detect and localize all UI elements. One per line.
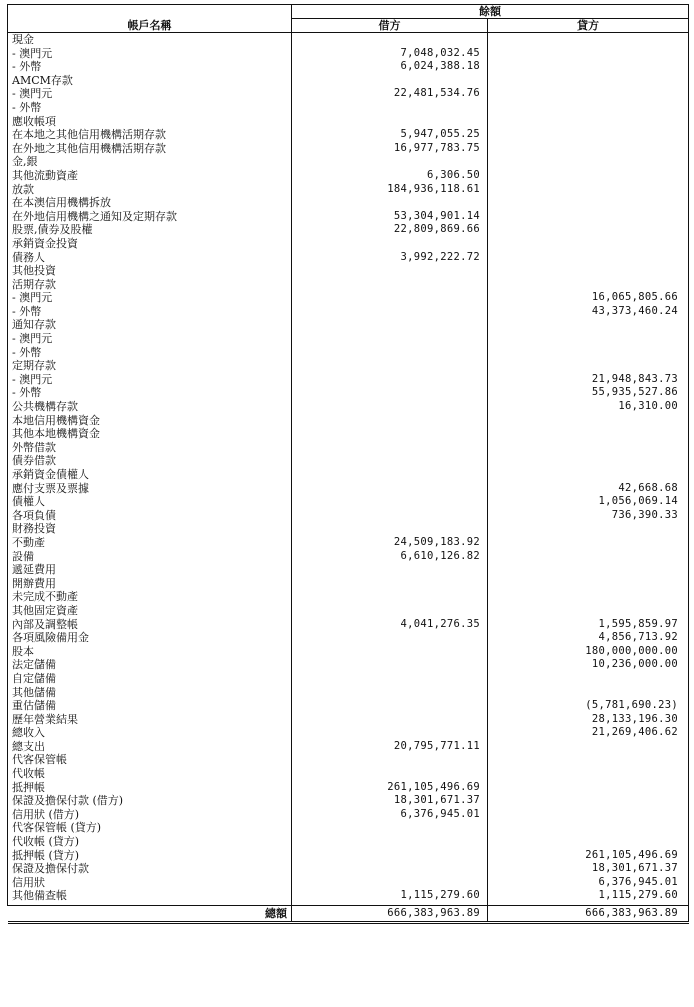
table-row [8, 414, 689, 428]
row-debit: 18,301,671.37 [292, 794, 488, 808]
table-row [8, 821, 689, 835]
table-row [8, 400, 689, 414]
table-row [8, 155, 689, 169]
row-debit [292, 522, 488, 536]
row-credit [488, 536, 689, 550]
row-name: 其他本地機構資金 [8, 427, 292, 441]
row-name: 放款 [8, 183, 292, 197]
table-row [8, 767, 689, 781]
table-row [8, 713, 689, 727]
row-name: 其他投資 [8, 264, 292, 278]
table-row [8, 291, 689, 305]
table-row [8, 74, 689, 88]
row-name: 應付支票及票據 [8, 482, 292, 496]
row-debit [292, 509, 488, 523]
row-name: 其他固定資產 [8, 604, 292, 618]
row-credit [488, 454, 689, 468]
table-row [8, 536, 689, 550]
table-row [8, 753, 689, 767]
row-name: 各項負債 [8, 509, 292, 523]
table-row [8, 196, 689, 210]
table-row [8, 346, 689, 360]
table-row [8, 658, 689, 672]
row-name: - 外幣 [8, 305, 292, 319]
table-row [8, 278, 689, 292]
total-label: 總額 [265, 907, 287, 920]
row-name: 本地信用機構資金 [8, 414, 292, 428]
table-row [8, 726, 689, 740]
row-credit: 18,301,671.37 [488, 862, 689, 876]
row-name: - 外幣 [8, 101, 292, 115]
row-credit [488, 359, 689, 373]
table-row [8, 223, 689, 237]
table-row [8, 101, 689, 115]
row-debit: 24,509,183.92 [292, 536, 488, 550]
row-credit [488, 183, 689, 197]
row-name: 抵押帳 [8, 781, 292, 795]
row-credit [488, 223, 689, 237]
table-row [8, 251, 689, 265]
total-debit: 666,383,963.89 [292, 906, 488, 923]
row-debit [292, 291, 488, 305]
row-name: 遞延費用 [8, 563, 292, 577]
row-debit [292, 672, 488, 686]
row-credit: 21,269,406.62 [488, 726, 689, 740]
table-row [8, 740, 689, 754]
table-row [8, 889, 689, 905]
row-name: 金,銀 [8, 155, 292, 169]
row-debit [292, 767, 488, 781]
row-credit: 43,373,460.24 [488, 305, 689, 319]
row-debit [292, 346, 488, 360]
table-row [8, 427, 689, 441]
row-name: 代收帳 (貸方) [8, 835, 292, 849]
row-debit [292, 454, 488, 468]
row-credit: 261,105,496.69 [488, 849, 689, 863]
row-name: 通知存款 [8, 318, 292, 332]
row-debit [292, 427, 488, 441]
table-row [8, 115, 689, 129]
row-name: 保證及擔保付款 [8, 862, 292, 876]
row-name: 各項風險備用金 [8, 631, 292, 645]
table-row [8, 876, 689, 890]
row-debit: 6,376,945.01 [292, 808, 488, 822]
row-debit [292, 590, 488, 604]
row-debit: 5,947,055.25 [292, 128, 488, 142]
row-name: 現金 [8, 33, 292, 47]
table-row [8, 550, 689, 564]
table-row [8, 237, 689, 251]
row-credit [488, 753, 689, 767]
table-row [8, 142, 689, 156]
table-row [8, 305, 689, 319]
header-account-name: 帳戶名稱 [8, 19, 292, 33]
row-debit [292, 577, 488, 591]
row-credit [488, 577, 689, 591]
row-debit: 6,306.50 [292, 169, 488, 183]
row-credit: 10,236,000.00 [488, 658, 689, 672]
row-credit [488, 672, 689, 686]
row-credit [488, 60, 689, 74]
row-name: 設備 [8, 550, 292, 564]
row-credit [488, 441, 689, 455]
row-credit: 1,595,859.97 [488, 618, 689, 632]
row-credit [488, 264, 689, 278]
row-debit [292, 645, 488, 659]
row-name: 其他儲備 [8, 686, 292, 700]
row-credit: 4,856,713.92 [488, 631, 689, 645]
row-debit [292, 278, 488, 292]
row-debit: 3,992,222.72 [292, 251, 488, 265]
row-name: - 澳門元 [8, 373, 292, 387]
trial-balance-table [7, 4, 689, 924]
table-row [8, 359, 689, 373]
row-name: AMCM存款 [8, 74, 292, 88]
row-credit [488, 251, 689, 265]
total-row [8, 906, 689, 923]
row-credit [488, 169, 689, 183]
row-name: - 澳門元 [8, 291, 292, 305]
row-debit [292, 876, 488, 890]
row-debit [292, 726, 488, 740]
row-debit [292, 604, 488, 618]
row-debit [292, 332, 488, 346]
row-debit [292, 386, 488, 400]
row-debit [292, 753, 488, 767]
row-credit: 42,668.68 [488, 482, 689, 496]
row-debit [292, 468, 488, 482]
row-credit [488, 767, 689, 781]
row-credit [488, 686, 689, 700]
row-credit: 1,115,279.60 [488, 889, 689, 905]
row-debit [292, 414, 488, 428]
row-credit [488, 196, 689, 210]
row-debit [292, 318, 488, 332]
row-name: 代收帳 [8, 767, 292, 781]
row-name: - 外幣 [8, 60, 292, 74]
row-debit [292, 713, 488, 727]
row-name: 債務人 [8, 251, 292, 265]
row-debit [292, 400, 488, 414]
row-name: 內部及調整帳 [8, 618, 292, 632]
row-name: 承銷資金債權人 [8, 468, 292, 482]
row-credit [488, 604, 689, 618]
table-row [8, 862, 689, 876]
row-credit [488, 33, 689, 47]
row-name: 總收入 [8, 726, 292, 740]
table-row [8, 672, 689, 686]
row-debit [292, 196, 488, 210]
row-debit [292, 699, 488, 713]
row-debit [292, 33, 488, 47]
table-row [8, 794, 689, 808]
table-row [8, 808, 689, 822]
row-debit [292, 563, 488, 577]
row-name: 總支出 [8, 740, 292, 754]
row-name: 未完成不動產 [8, 590, 292, 604]
row-name: 抵押帳 (貸方) [8, 849, 292, 863]
row-credit: 736,390.33 [488, 509, 689, 523]
table-row [8, 468, 689, 482]
row-debit: 1,115,279.60 [292, 889, 488, 905]
row-credit [488, 821, 689, 835]
row-credit: 1,056,069.14 [488, 495, 689, 509]
row-debit [292, 155, 488, 169]
row-debit [292, 305, 488, 319]
row-credit [488, 346, 689, 360]
row-credit: 6,376,945.01 [488, 876, 689, 890]
row-credit [488, 128, 689, 142]
row-name: - 澳門元 [8, 47, 292, 61]
row-name: 自定儲備 [8, 672, 292, 686]
row-name: - 外幣 [8, 386, 292, 400]
header-debit: 借方 [292, 19, 488, 33]
row-credit: 180,000,000.00 [488, 645, 689, 659]
row-credit: 55,935,527.86 [488, 386, 689, 400]
row-debit: 16,977,783.75 [292, 142, 488, 156]
row-name: 信用狀 (借方) [8, 808, 292, 822]
row-debit [292, 862, 488, 876]
row-credit [488, 414, 689, 428]
table-row [8, 441, 689, 455]
row-name: 債權人 [8, 495, 292, 509]
row-credit: 21,948,843.73 [488, 373, 689, 387]
row-name: 股本 [8, 645, 292, 659]
row-credit [488, 318, 689, 332]
table-row [8, 332, 689, 346]
table-row [8, 47, 689, 61]
row-name: 在本地之其他信用機構活期存款 [8, 128, 292, 142]
row-credit [488, 210, 689, 224]
table-row [8, 386, 689, 400]
row-debit: 261,105,496.69 [292, 781, 488, 795]
table-row [8, 183, 689, 197]
row-debit [292, 686, 488, 700]
row-credit [488, 142, 689, 156]
table-row [8, 590, 689, 604]
table-row [8, 563, 689, 577]
table-row [8, 482, 689, 496]
row-credit [488, 835, 689, 849]
row-credit [488, 101, 689, 115]
row-credit [488, 468, 689, 482]
row-credit: 16,310.00 [488, 400, 689, 414]
header-balance: 餘額 [292, 5, 689, 19]
row-debit: 22,809,869.66 [292, 223, 488, 237]
table-row [8, 604, 689, 618]
row-debit: 20,795,771.11 [292, 740, 488, 754]
row-name: 承銷資金投資 [8, 237, 292, 251]
row-debit: 184,936,118.61 [292, 183, 488, 197]
row-debit [292, 441, 488, 455]
row-name: 重估儲備 [8, 699, 292, 713]
table-row [8, 210, 689, 224]
row-credit [488, 47, 689, 61]
row-debit [292, 821, 488, 835]
row-name: 債券借款 [8, 454, 292, 468]
row-debit [292, 849, 488, 863]
row-name: 不動產 [8, 536, 292, 550]
row-credit [488, 590, 689, 604]
row-credit [488, 522, 689, 536]
table-row [8, 835, 689, 849]
row-name: 法定儲備 [8, 658, 292, 672]
row-debit [292, 373, 488, 387]
row-name: 在本澳信用機構拆放 [8, 196, 292, 210]
total-credit: 666,383,963.89 [488, 906, 689, 923]
row-credit [488, 87, 689, 101]
row-credit [488, 808, 689, 822]
row-credit [488, 278, 689, 292]
table-row [8, 60, 689, 74]
row-credit [488, 563, 689, 577]
table-row [8, 169, 689, 183]
header-spacer [8, 5, 292, 19]
row-name: 應收帳項 [8, 115, 292, 129]
header-credit: 貸方 [488, 19, 689, 33]
row-credit [488, 155, 689, 169]
table-row [8, 618, 689, 632]
row-credit [488, 237, 689, 251]
row-name: - 外幣 [8, 346, 292, 360]
row-name: 其他備查帳 [8, 889, 292, 905]
table-row [8, 645, 689, 659]
row-name: 代客保管帳 (貸方) [8, 821, 292, 835]
trial-balance-sheet [7, 4, 688, 924]
table-row [8, 373, 689, 387]
row-credit [488, 332, 689, 346]
row-debit: 4,041,276.35 [292, 618, 488, 632]
row-debit [292, 74, 488, 88]
row-credit [488, 427, 689, 441]
row-name: 在外地信用機構之通知及定期存款 [8, 210, 292, 224]
row-credit [488, 74, 689, 88]
table-row [8, 522, 689, 536]
table-row [8, 699, 689, 713]
row-debit [292, 835, 488, 849]
row-credit: 28,133,196.30 [488, 713, 689, 727]
row-name: 股票,債券及股權 [8, 223, 292, 237]
row-credit: 16,065,805.66 [488, 291, 689, 305]
account-rows [8, 33, 689, 906]
row-name: 公共機構存款 [8, 400, 292, 414]
table-row [8, 454, 689, 468]
table-row [8, 128, 689, 142]
row-debit: 6,024,388.18 [292, 60, 488, 74]
row-credit [488, 550, 689, 564]
row-credit [488, 740, 689, 754]
row-debit [292, 101, 488, 115]
table-row [8, 631, 689, 645]
table-row [8, 686, 689, 700]
table-row [8, 33, 689, 47]
row-name: 歷年營業結果 [8, 713, 292, 727]
table-row [8, 495, 689, 509]
table-row [8, 509, 689, 523]
row-debit: 22,481,534.76 [292, 87, 488, 101]
row-name: 開辦費用 [8, 577, 292, 591]
row-debit: 53,304,901.14 [292, 210, 488, 224]
row-debit [292, 631, 488, 645]
table-row [8, 577, 689, 591]
row-name: 代客保管帳 [8, 753, 292, 767]
row-name: 信用狀 [8, 876, 292, 890]
table-row [8, 264, 689, 278]
row-name: - 澳門元 [8, 332, 292, 346]
table-row [8, 318, 689, 332]
row-debit [292, 359, 488, 373]
row-name: 定期存款 [8, 359, 292, 373]
table-row [8, 87, 689, 101]
row-name: 財務投資 [8, 522, 292, 536]
row-debit [292, 237, 488, 251]
row-name: 外幣借款 [8, 441, 292, 455]
row-debit: 6,610,126.82 [292, 550, 488, 564]
row-debit [292, 115, 488, 129]
row-debit: 7,048,032.45 [292, 47, 488, 61]
row-debit [292, 264, 488, 278]
row-credit [488, 781, 689, 795]
row-debit [292, 482, 488, 496]
row-name: 保證及擔保付款 (借方) [8, 794, 292, 808]
table-row [8, 849, 689, 863]
row-debit [292, 495, 488, 509]
row-name: 其他流動資產 [8, 169, 292, 183]
row-credit: (5,781,690.23) [488, 699, 689, 713]
row-debit [292, 658, 488, 672]
row-credit [488, 115, 689, 129]
row-name: - 澳門元 [8, 87, 292, 101]
table-row [8, 781, 689, 795]
row-name: 在外地之其他信用機構活期存款 [8, 142, 292, 156]
row-name: 活期存款 [8, 278, 292, 292]
row-credit [488, 794, 689, 808]
